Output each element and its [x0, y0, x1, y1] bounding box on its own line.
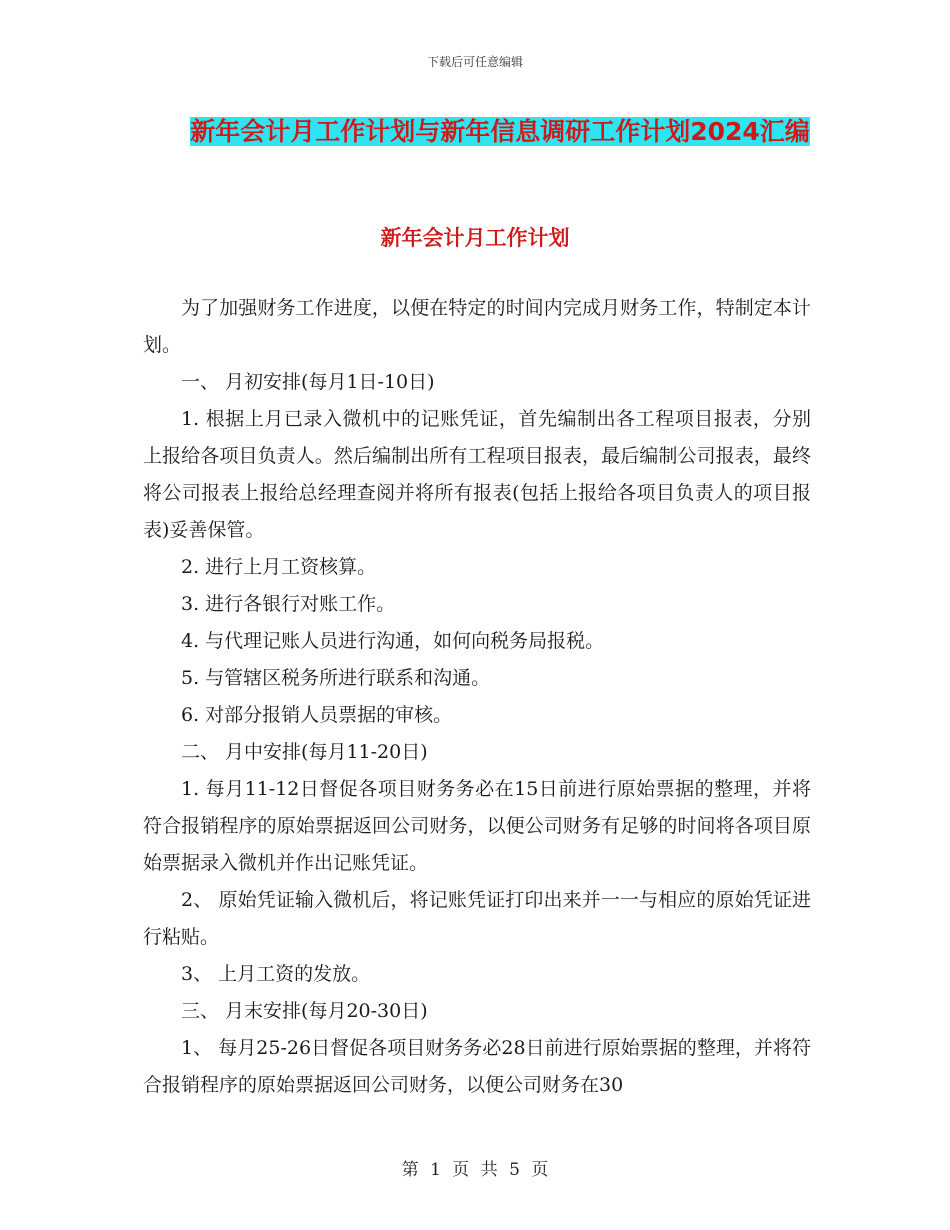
section-title: 新年会计月工作计划 — [380, 226, 570, 250]
document-title-text: 新年会计月工作计划与新年信息调研工作计划2024汇编 — [190, 117, 810, 146]
document-title — [150, 110, 850, 154]
paragraph: 三、 月末安排(每月20-30日) — [181, 1000, 428, 1022]
paragraph: 3. 进行各银行对账工作。 — [181, 593, 396, 615]
body-content — [143, 290, 811, 1104]
paragraph: 4. 与代理记账人员进行沟通，如何向税务局报税。 — [181, 630, 605, 652]
paragraph: 二、 月中安排(每月11-20日) — [181, 741, 428, 763]
paragraph: 1. 根据上月已录入微机中的记账凭证，首先编制出各工程项目报表，分别上报给各项目负责人。然后编制出所有工程项目报表，最后编制公司报表，最终将公司报表上报给总经理查阅并将所有报表(包括上报给各项目负责人的项目报表)妥善保管。 — [143, 408, 811, 541]
page-header: 下载后可任意编辑 — [426, 55, 523, 69]
paragraph: 2. 进行上月工资核算。 — [181, 556, 377, 578]
paragraph: 1、 每月25-26日督促各项目财务务必28日前进行原始票据的整理，并将符合报销程序的原始票据返回公司财务，以便公司财务在30 — [143, 1037, 811, 1096]
paragraph: 为了加强财务工作进度，以便在特定的时间内完成月财务工作，特制定本计划。 — [143, 297, 811, 356]
page-footer: 第 1 页 共 5 页 — [401, 1160, 549, 1180]
paragraph: 一、 月初安排(每月1日-10日) — [181, 371, 435, 393]
paragraph: 5. 与管辖区税务所进行联系和沟通。 — [181, 667, 491, 689]
paragraph: 3、 上月工资的发放。 — [181, 963, 371, 985]
paragraph: 1. 每月11-12日督促各项目财务务必在15日前进行原始票据的整理，并将符合报销程序的原始票据返回公司财务，以便公司财务有足够的时间将各项目原始票据录入微机并作出记账凭证。 — [143, 778, 811, 874]
paragraph: 2、 原始凭证输入微机后，将记账凭证打印出来并一一与相应的原始凭证进行粘贴。 — [143, 889, 811, 948]
paragraph: 6. 对部分报销人员票据的审核。 — [181, 704, 453, 726]
